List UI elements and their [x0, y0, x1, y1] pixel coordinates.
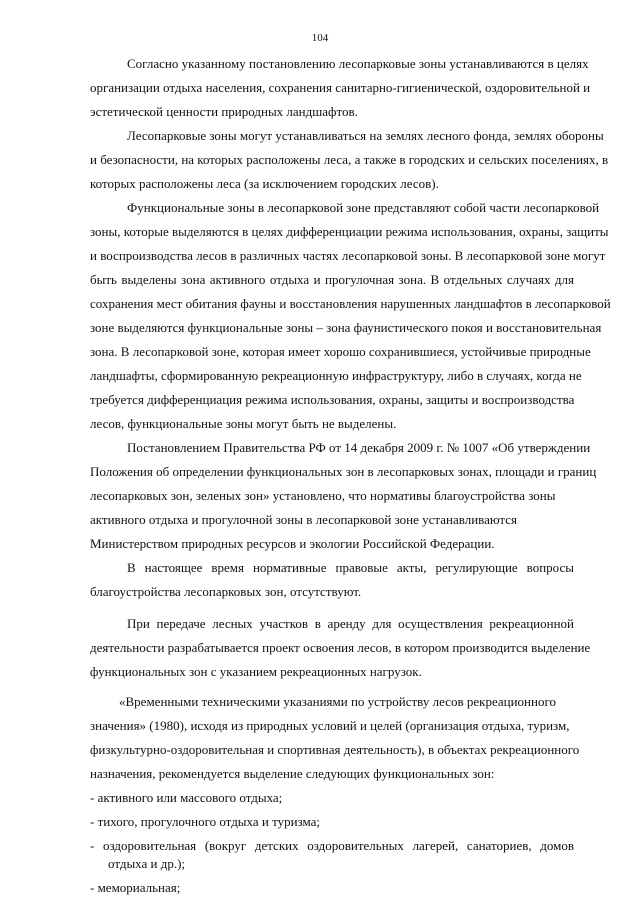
text-line: благоустройства лесопарковых зон, отсутствуют. [90, 584, 362, 599]
text-line: функциональных зон с указанием рекреационных нагрузок. [90, 664, 422, 679]
text-line: деятельности разрабатывается проект освоения лесов, в котором производится выделение [90, 640, 591, 655]
text-line: Согласно указанному постановлению лесопарковые зоны устанавливаются в целях [127, 56, 589, 71]
text-line: Лесопарковые зоны могут устанавливаться на землях лесного фонда, землях обороны [127, 128, 604, 143]
list-item-continuation: отдыха и др.); [108, 856, 186, 871]
text-line: эстетической ценности природных ландшафтов. [90, 104, 358, 119]
text-line: лесопарковых зон, зеленых зон» установлено, что нормативы благоустройства зоны [90, 488, 556, 503]
text-line: и безопасности, на которых расположены леса, а также в городских и сельских поселениях, в [90, 152, 609, 167]
text-line: физкультурно-оздоровительная и спортивная деятельность), в объектах рекреационного [90, 742, 580, 757]
text-line: В настоящее время нормативные правовые акты, регулирующие вопросы [127, 560, 574, 575]
text-line: зоне выделяются функциональные зоны – зона фаунистического покоя и восстановительная [90, 320, 602, 335]
text-line: При передаче лесных участков в аренду для осуществления рекреационной [127, 616, 574, 631]
list-item: - оздоровительная (вокруг детских оздоровительных лагерей, санаториев, домов [90, 838, 574, 853]
text-line: Министерством природных ресурсов и экологии Российской Федерации. [90, 536, 495, 551]
page-number: 104 [311, 32, 329, 44]
list-item: - тихого, прогулочного отдыха и туризма; [90, 814, 321, 829]
text-line: зоны, которые выделяются в целях дифференциации режима использования, охраны, защиты [90, 224, 609, 239]
text-line: ландшафты, сформированную рекреационную инфраструктуру, либо в случаях, когда не [90, 368, 582, 383]
list-item: - активного или массового отдыха; [90, 790, 283, 805]
text-line: сохранения мест обитания фауны и восстановления нарушенных ландшафтов в лесопарковой [90, 296, 611, 311]
list-item: - мемориальная; [90, 880, 181, 895]
text-line: лесов, функциональные зоны могут быть не выделены. [90, 416, 397, 431]
text-line: назначения, рекомендуется выделение следующих функциональных зон: [90, 766, 495, 781]
text-line: Постановлением Правительства РФ от 14 декабря 2009 г. № 1007 «Об утверждении [127, 440, 591, 455]
text-line: быть выделены зона активного отдыха и прогулочная зона. В отдельных случаях для [90, 272, 574, 287]
text-line: значения» (1980), исходя из природных условий и целей (организация отдыха, туризм, [90, 718, 570, 733]
text-line: активного отдыха и прогулочной зоны в лесопарковой зоне устанавливаются [90, 512, 518, 527]
text-line: и воспроизводства лесов в различных частях лесопарковой зоны. В лесопарковой зоне могут [90, 248, 606, 263]
text-line: «Временными техническими указаниями по устройству лесов рекреационного [119, 694, 556, 709]
text-line: зона. В лесопарковой зоне, которая имеет хорошо сохранившиеся, устойчивые природные [90, 344, 591, 359]
text-line: Функциональные зоны в лесопарковой зоне представляют собой части лесопарковой [127, 200, 600, 215]
text-line: организации отдыха населения, сохранения санитарно-гигиенической, оздоровительной и [90, 80, 591, 95]
text-line: которых расположены леса (за исключением городских лесов). [90, 176, 439, 191]
text-line: Положения об определении функциональных зон в лесопарковых зонах, площади и границ [90, 464, 597, 479]
text-line: требуется дифференциация режима использования, охраны, защиты и воспроизводства [90, 392, 575, 407]
